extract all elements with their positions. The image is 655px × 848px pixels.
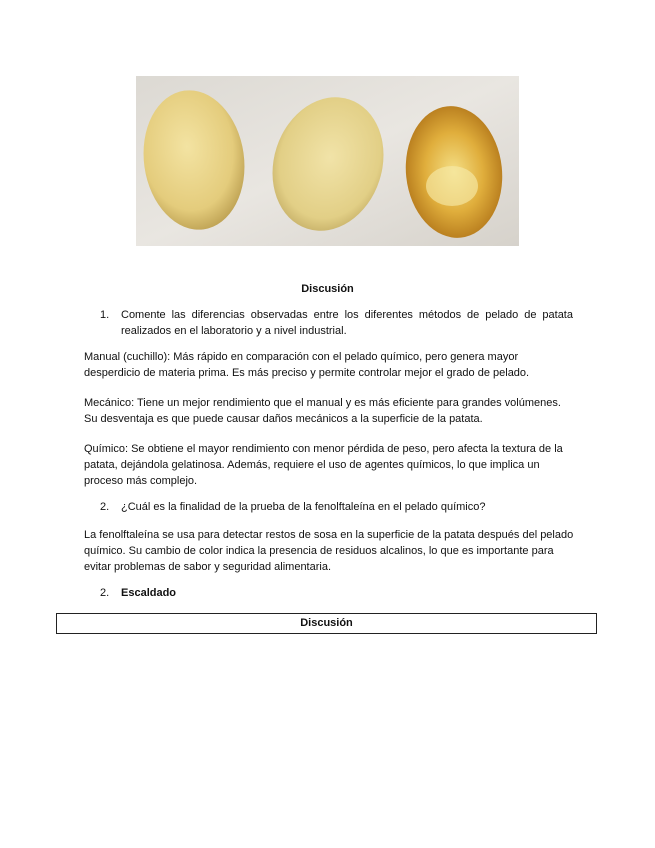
question-1-text: Comente las diferencias observadas entre los diferentes métodos de pelado de patata realizados en el laboratorio y a nivel industrial.	[121, 309, 573, 337]
potato-photo-icon	[136, 76, 519, 246]
mechanical-paragraph: Mecánico: Tiene un mejor rendimiento que el manual y es más eficiente para grandes volúmenes. Su desventaja es que puede causar daños mecánicos a la superficie de la patata.	[84, 397, 561, 425]
phenolphthalein-paragraph: La fenolftaleína se usa para detectar restos de sosa en la superficie de la patata después del pelado químico. Su cambio de color indica la presencia de residuos alcalinos, lo que es importante para evitar problemas de sabor y seguridad alimentaria.	[84, 529, 574, 573]
section-2-number: 2.	[100, 587, 110, 599]
question-2-text: ¿Cuál es la finalidad de la prueba de la fenolftaleína en el pelado químico?	[121, 501, 486, 513]
discussion-box-heading: Discusión	[56, 613, 597, 634]
manual-paragraph: Manual (cuchillo): Más rápido en comparación con el pelado químico, pero genera mayor desperdicio de materia prima. Es más preciso y permite controlar mejor el grado de pelado.	[84, 351, 530, 379]
discussion-heading: Discusión	[301, 283, 354, 295]
potato-photo	[136, 76, 519, 246]
question-2-number: 2.	[100, 501, 110, 513]
question-1-number: 1.	[100, 309, 110, 321]
chemical-paragraph: Químico: Se obtiene el mayor rendimiento con menor pérdida de peso, pero afecta la textura de la patata, dejándola gelatinosa. Además, requiere el uso de agentes químicos, lo que implica un proceso más complejo.	[84, 443, 563, 487]
section-2-title: Escaldado	[121, 587, 177, 599]
potato-chemical-highlight	[426, 166, 478, 206]
